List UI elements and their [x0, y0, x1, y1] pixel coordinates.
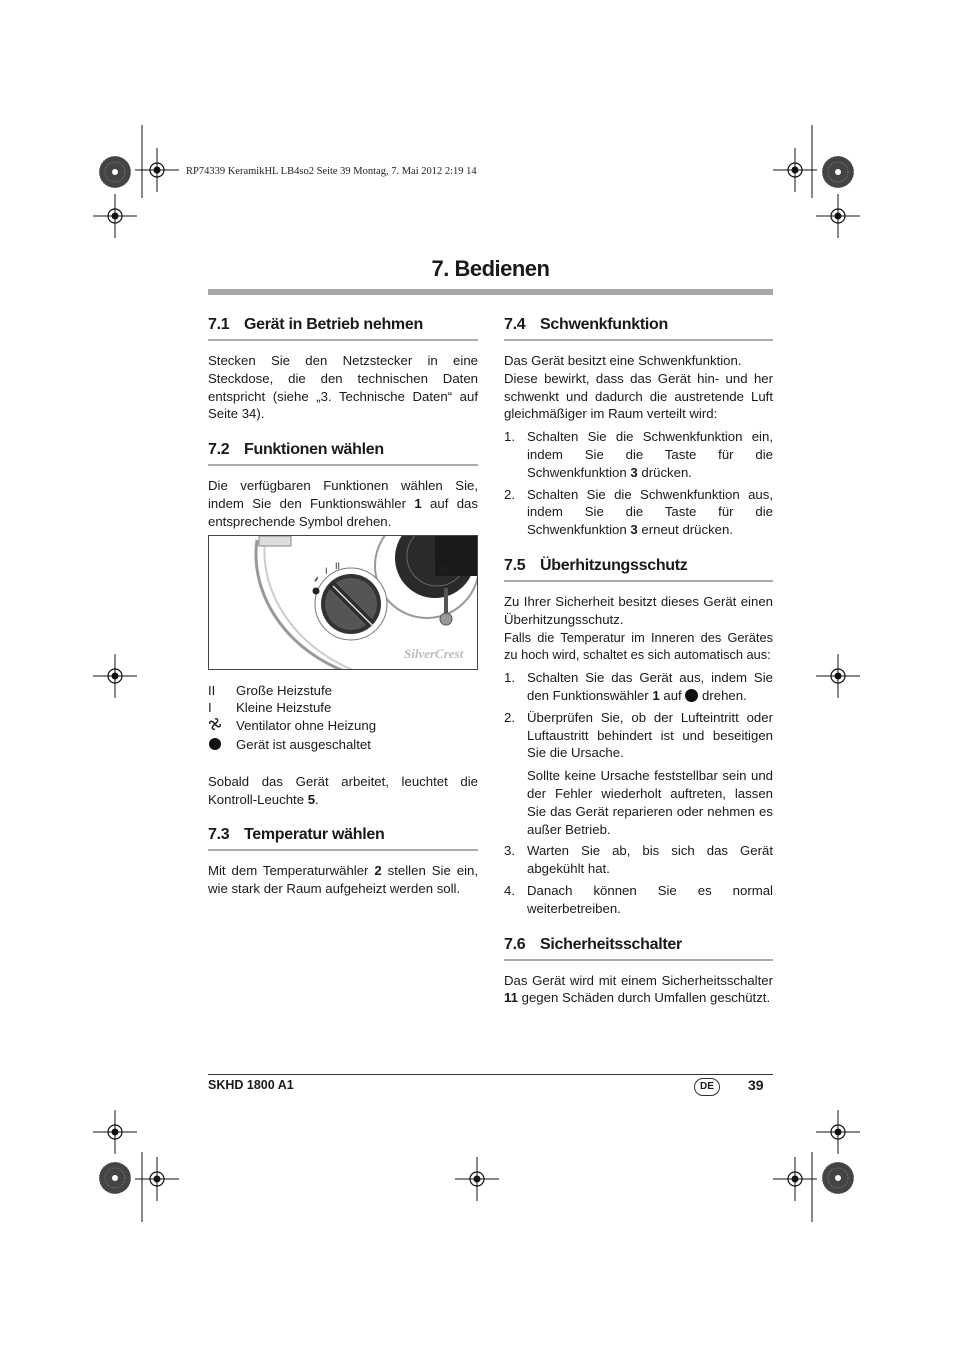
section-text: Diese bewirkt, dass das Gerät hin- und her schwenkt und dadurch die austretende Luft gleichmäßiger im Raum verteilt wird:	[504, 370, 773, 422]
svg-text:⸙: ⸙	[313, 573, 320, 584]
section-7-2	[208, 440, 478, 808]
section-7-5	[504, 556, 773, 918]
legend-row: Ventilator ohne Heizung	[208, 717, 478, 736]
off-dot-icon	[685, 689, 698, 702]
dial-mark-2: II	[335, 560, 341, 571]
list-item: 1. Schalten Sie das Gerät aus, indem Sie den Funktionswähler 1 auf drehen.	[504, 670, 773, 703]
steps-list	[504, 428, 773, 539]
section-heading: 7.6 Sicherheitsschalter	[504, 935, 773, 961]
section-7-4	[504, 315, 773, 539]
off-dot-icon	[208, 736, 236, 755]
brand-logo: SilverCrest	[404, 645, 464, 661]
legend	[208, 682, 478, 755]
function-dial-figure	[208, 535, 478, 670]
page-number: 39	[748, 1077, 764, 1093]
section-7-1	[208, 315, 478, 423]
title-bar	[208, 289, 773, 295]
language-badge: DE	[694, 1078, 720, 1096]
section-7-6	[504, 935, 773, 1008]
legend-row: Gerät ist ausgeschaltet	[208, 736, 478, 755]
footer-rule	[208, 1074, 773, 1075]
list-item: 2. Überprüfen Sie, ob der Lufteintritt oder Luftaustritt behindert ist und beseitigen Sie die Ursache. Sollte keine Ursache feststellbar sein und der Fehler wiederholt auftreten, lassen Sie das Gerät reparieren oder nehmen es außer Betrieb.	[504, 709, 773, 837]
list-item: 4. Danach können Sie es normal weiterbetreiben.	[504, 882, 773, 916]
list-item: 2. Schalten Sie die Schwenkfunktion aus, indem Sie die Taste für die Schwenkfunktion 3 erneut drücken.	[504, 486, 773, 538]
dial-mark-1: I	[325, 565, 328, 576]
page-title: 7. Bedienen	[431, 256, 550, 281]
left-column	[208, 315, 478, 906]
svg-text:❄: ❄	[438, 562, 449, 577]
section-text: Stecken Sie den Netzstecker in eine Steckdose, die den technischen Daten entspricht (siehe „3. Technische Daten“ auf Seite 34).	[208, 353, 478, 422]
legend-row: II Große Heizstufe	[208, 682, 333, 698]
section-text: Das Gerät besitzt eine Schwenkfunktion.	[504, 353, 742, 368]
steps-list	[504, 669, 773, 917]
control-light-text: Sobald das Gerät arbeitet, leuchtet die Kontroll-Leuchte 5.	[208, 773, 478, 807]
footer-model: SKHD 1800 A1	[208, 1078, 294, 1092]
section-text: Mit dem Temperaturwähler 2 stellen Sie ein, wie stark der Raum aufgeheizt werden soll.	[208, 863, 478, 897]
section-heading: 7.1 Gerät in Betrieb nehmen	[208, 315, 478, 341]
section-heading: 7.4 Schwenkfunktion	[504, 315, 773, 341]
section-heading: 7.5 Überhitzungsschutz	[504, 556, 773, 582]
legend-row: I Kleine Heizstufe	[208, 700, 332, 716]
section-text: Das Gerät wird mit einem Sicherheitsschalter 11 gegen Schäden durch Umfallen geschützt.	[504, 972, 773, 1006]
section-text: Zu Ihrer Sicherheit besitzt dieses Gerät einen Überhitzungsschutz.	[504, 593, 773, 627]
fan-icon	[208, 717, 236, 736]
section-7-3	[208, 825, 478, 898]
section-heading: 7.2 Funktionen wählen	[208, 440, 478, 466]
list-item: 1. Schalten Sie die Schwenkfunktion ein, indem Sie die Taste für die Schwenkfunktion 3 drücken.	[504, 429, 773, 480]
section-text: Falls die Temperatur im Inneren des Gerätes zu hoch wird, schaltet es sich automatisch aus:	[504, 629, 773, 663]
right-column	[504, 315, 773, 1015]
section-text: Die verfügbaren Funktionen wählen Sie, indem Sie den Funktionswähler 1 auf das entsprechende Symbol drehen.	[208, 478, 478, 529]
print-header: RP74339 KeramikHL LB4so2 Seite 39 Montag, 7. Mai 2012 2:19 14	[186, 166, 477, 177]
section-heading: 7.3 Temperatur wählen	[208, 825, 478, 851]
list-item: 3. Warten Sie ab, bis sich das Gerät abgekühlt hat.	[504, 843, 773, 877]
